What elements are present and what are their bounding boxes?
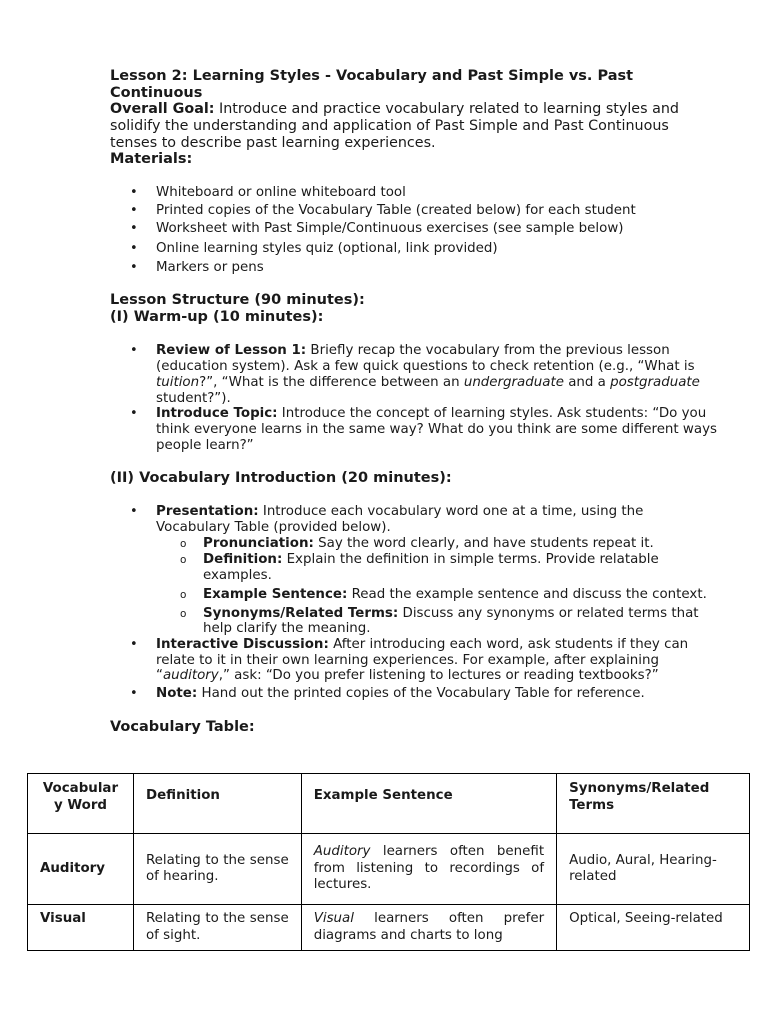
- example-text: learners often benefit from listening to recordings of lectures.: [313, 844, 545, 893]
- materials-list: [110, 185, 720, 275]
- table-row: [28, 834, 750, 905]
- example-term: Auditory: [313, 844, 371, 860]
- vocab-table: [27, 773, 750, 951]
- sub-item-label: Synonyms/Related Terms:: [203, 605, 399, 621]
- vocab-intro-list: [110, 504, 720, 701]
- document-body: [110, 68, 720, 736]
- goal-text: Introduce and practice vocabulary related to learning styles and solidify the understanding and application of Past Simple and Past Continuous tenses to describe past learning experiences.: [110, 101, 679, 151]
- list-item: [110, 406, 720, 453]
- list-item: [110, 637, 720, 684]
- presentation-label: Presentation:: [156, 504, 259, 520]
- example-text: learners often prefer diagrams and charts to long: [313, 911, 545, 943]
- table-cell-synonyms: Audio, Aural, Hearing-related: [557, 834, 750, 905]
- presentation-sublist: [156, 536, 720, 637]
- lesson-structure-heading: Lesson Structure (90 minutes):: [110, 292, 365, 309]
- sub-item-text: Explain the definition in simple terms. Provide relatable examples.: [203, 552, 659, 584]
- table-header-cell: Synonyms/Related Terms: [557, 774, 750, 834]
- discussion-label: Interactive Discussion:: [156, 636, 329, 652]
- discussion-term: auditory: [162, 668, 219, 684]
- sub-list-item: [156, 552, 720, 583]
- review-text: and a: [563, 374, 611, 390]
- goal-label: Overall Goal:: [110, 101, 215, 117]
- table-header-cell: Vocabular y Word: [28, 774, 134, 834]
- sub-item-label: Pronunciation:: [203, 535, 314, 551]
- table-header-row: [28, 774, 750, 834]
- note-text: Hand out the printed copies of the Vocabulary Table for reference.: [197, 686, 645, 702]
- table-header-cell: Example Sentence: [301, 774, 556, 834]
- example-term: Visual: [313, 911, 354, 926]
- sub-list-item: [156, 587, 720, 603]
- discussion-text: After introducing each word, ask students if they can relate to it in their own learning experiences. For example, after explaining “: [156, 636, 689, 684]
- list-item: [110, 686, 720, 702]
- list-item: • Whiteboard or online whiteboard tool: [110, 185, 720, 201]
- list-item: • Worksheet with Past Simple/Continuous exercises (see sample below): [110, 221, 720, 237]
- introduce-label: Introduce Topic:: [156, 406, 278, 422]
- sub-list-item: [156, 606, 720, 637]
- warmup-heading: (I) Warm-up (10 minutes):: [110, 309, 324, 326]
- list-item: • Markers or pens: [110, 260, 720, 276]
- table-cell-example: [301, 834, 556, 905]
- review-text: student?”).: [156, 390, 231, 406]
- table-cell-word: Auditory: [28, 834, 134, 905]
- sub-list-item: [156, 536, 720, 552]
- review-term: tuition: [156, 374, 200, 390]
- list-item: [110, 504, 720, 637]
- review-text: Briefly recap the vocabulary from the previous lesson (education system). Ask a few quick questions to check retention (e.g., “What is: [156, 343, 695, 375]
- table-cell-definition: Relating to the sense of sight.: [133, 905, 301, 951]
- table-header-cell: Definition: [133, 774, 301, 834]
- sub-item-label: Example Sentence:: [203, 586, 348, 602]
- review-term: undergraduate: [463, 374, 564, 390]
- table-cell-synonyms: Optical, Seeing-related: [557, 905, 750, 951]
- list-item: [110, 343, 720, 406]
- review-term: postgraduate: [610, 374, 700, 390]
- list-item: • Online learning styles quiz (optional, link provided): [110, 241, 720, 257]
- warmup-list: [110, 343, 720, 453]
- table-cell-example: [301, 905, 556, 951]
- sub-item-text: Discuss any synonyms or related terms that help clarify the meaning.: [203, 605, 699, 637]
- materials-heading: Materials:: [110, 151, 193, 168]
- note-label: Note:: [156, 686, 198, 702]
- introduce-text: Introduce the concept of learning styles. Ask students: “Do you think everyone learns in the same way? What do you think are some different ways people learn?”: [156, 406, 717, 453]
- table-row: [28, 905, 750, 951]
- overall-goal: [110, 101, 720, 151]
- list-item: • Printed copies of the Vocabulary Table (created below) for each student: [110, 203, 720, 219]
- table-cell-definition: Relating to the sense of hearing.: [133, 834, 301, 905]
- vocab-table-title: Vocabulary Table:: [110, 718, 255, 735]
- table-cell-word: Visual: [28, 905, 134, 951]
- sub-item-text: Read the example sentence and discuss the context.: [347, 586, 707, 602]
- discussion-text: ,” ask: “Do you prefer listening to lectures or reading textbooks?”: [218, 668, 659, 684]
- review-label: Review of Lesson 1:: [156, 343, 307, 359]
- vocab-intro-heading: (II) Vocabulary Introduction (20 minutes):: [110, 470, 452, 487]
- lesson-title: Lesson 2: Learning Styles - Vocabulary and Past Simple vs. Past Continuous: [110, 68, 634, 101]
- review-text: ?”, “What is the difference between an: [199, 374, 464, 390]
- sub-item-label: Definition:: [203, 552, 283, 568]
- sub-item-text: Say the word clearly, and have students repeat it.: [313, 535, 654, 551]
- presentation-text: Introduce each vocabulary word one at a time, using the Vocabulary Table (provided below).: [156, 504, 644, 536]
